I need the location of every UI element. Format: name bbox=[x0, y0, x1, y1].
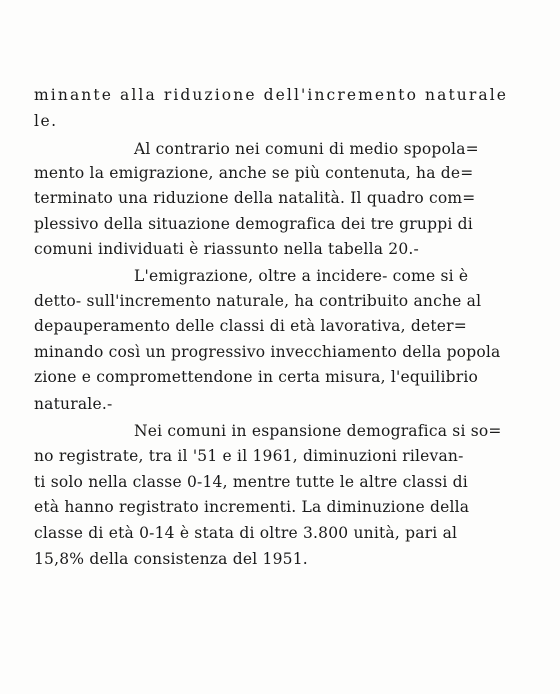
text-line: età hanno registrato incrementi. La diminuzione della bbox=[34, 498, 470, 516]
text-line: depauperamento delle classi di età lavorativa, deter= bbox=[34, 317, 467, 335]
text-line: terminato una riduzione della natalità. Il quadro com= bbox=[34, 189, 476, 207]
text-line: 15,8% della consistenza del 1951. bbox=[34, 550, 308, 568]
text-line: plessivo della situazione demografica dei tre gruppi di bbox=[34, 215, 473, 233]
text-line: minando così un progressivo invecchiamento della popola bbox=[34, 343, 501, 361]
text-line: naturale.- bbox=[34, 395, 113, 413]
text-line: detto- sull'incremento naturale, ha contribuito anche al bbox=[34, 292, 482, 310]
text-line: comuni individuati è riassunto nella tabella 20.- bbox=[34, 240, 419, 258]
text-line: le. bbox=[34, 112, 58, 130]
text-line: ti solo nella classe 0-14, mentre tutte le altre classi di bbox=[34, 473, 468, 491]
paragraph-start-line: L'emigrazione, oltre a incidere- come si è bbox=[134, 267, 469, 285]
paragraph-start-line: Nei comuni in espansione demografica si so= bbox=[134, 422, 502, 440]
text-line: minante alla riduzione dell'incremento naturale bbox=[34, 86, 509, 104]
text-line: classe di età 0-14 è stata di oltre 3.800 unità, pari al bbox=[34, 524, 458, 542]
text-line: mento la emigrazione, anche se più contenuta, ha de= bbox=[34, 164, 474, 182]
text-line: no registrate, tra il '51 e il 1961, diminuzioni rilevan- bbox=[34, 447, 464, 465]
paragraph-start-line: Al contrario nei comuni di medio spopola= bbox=[134, 140, 479, 158]
text-line: zione e compromettendone in certa misura, l'equilibrio bbox=[34, 368, 479, 386]
